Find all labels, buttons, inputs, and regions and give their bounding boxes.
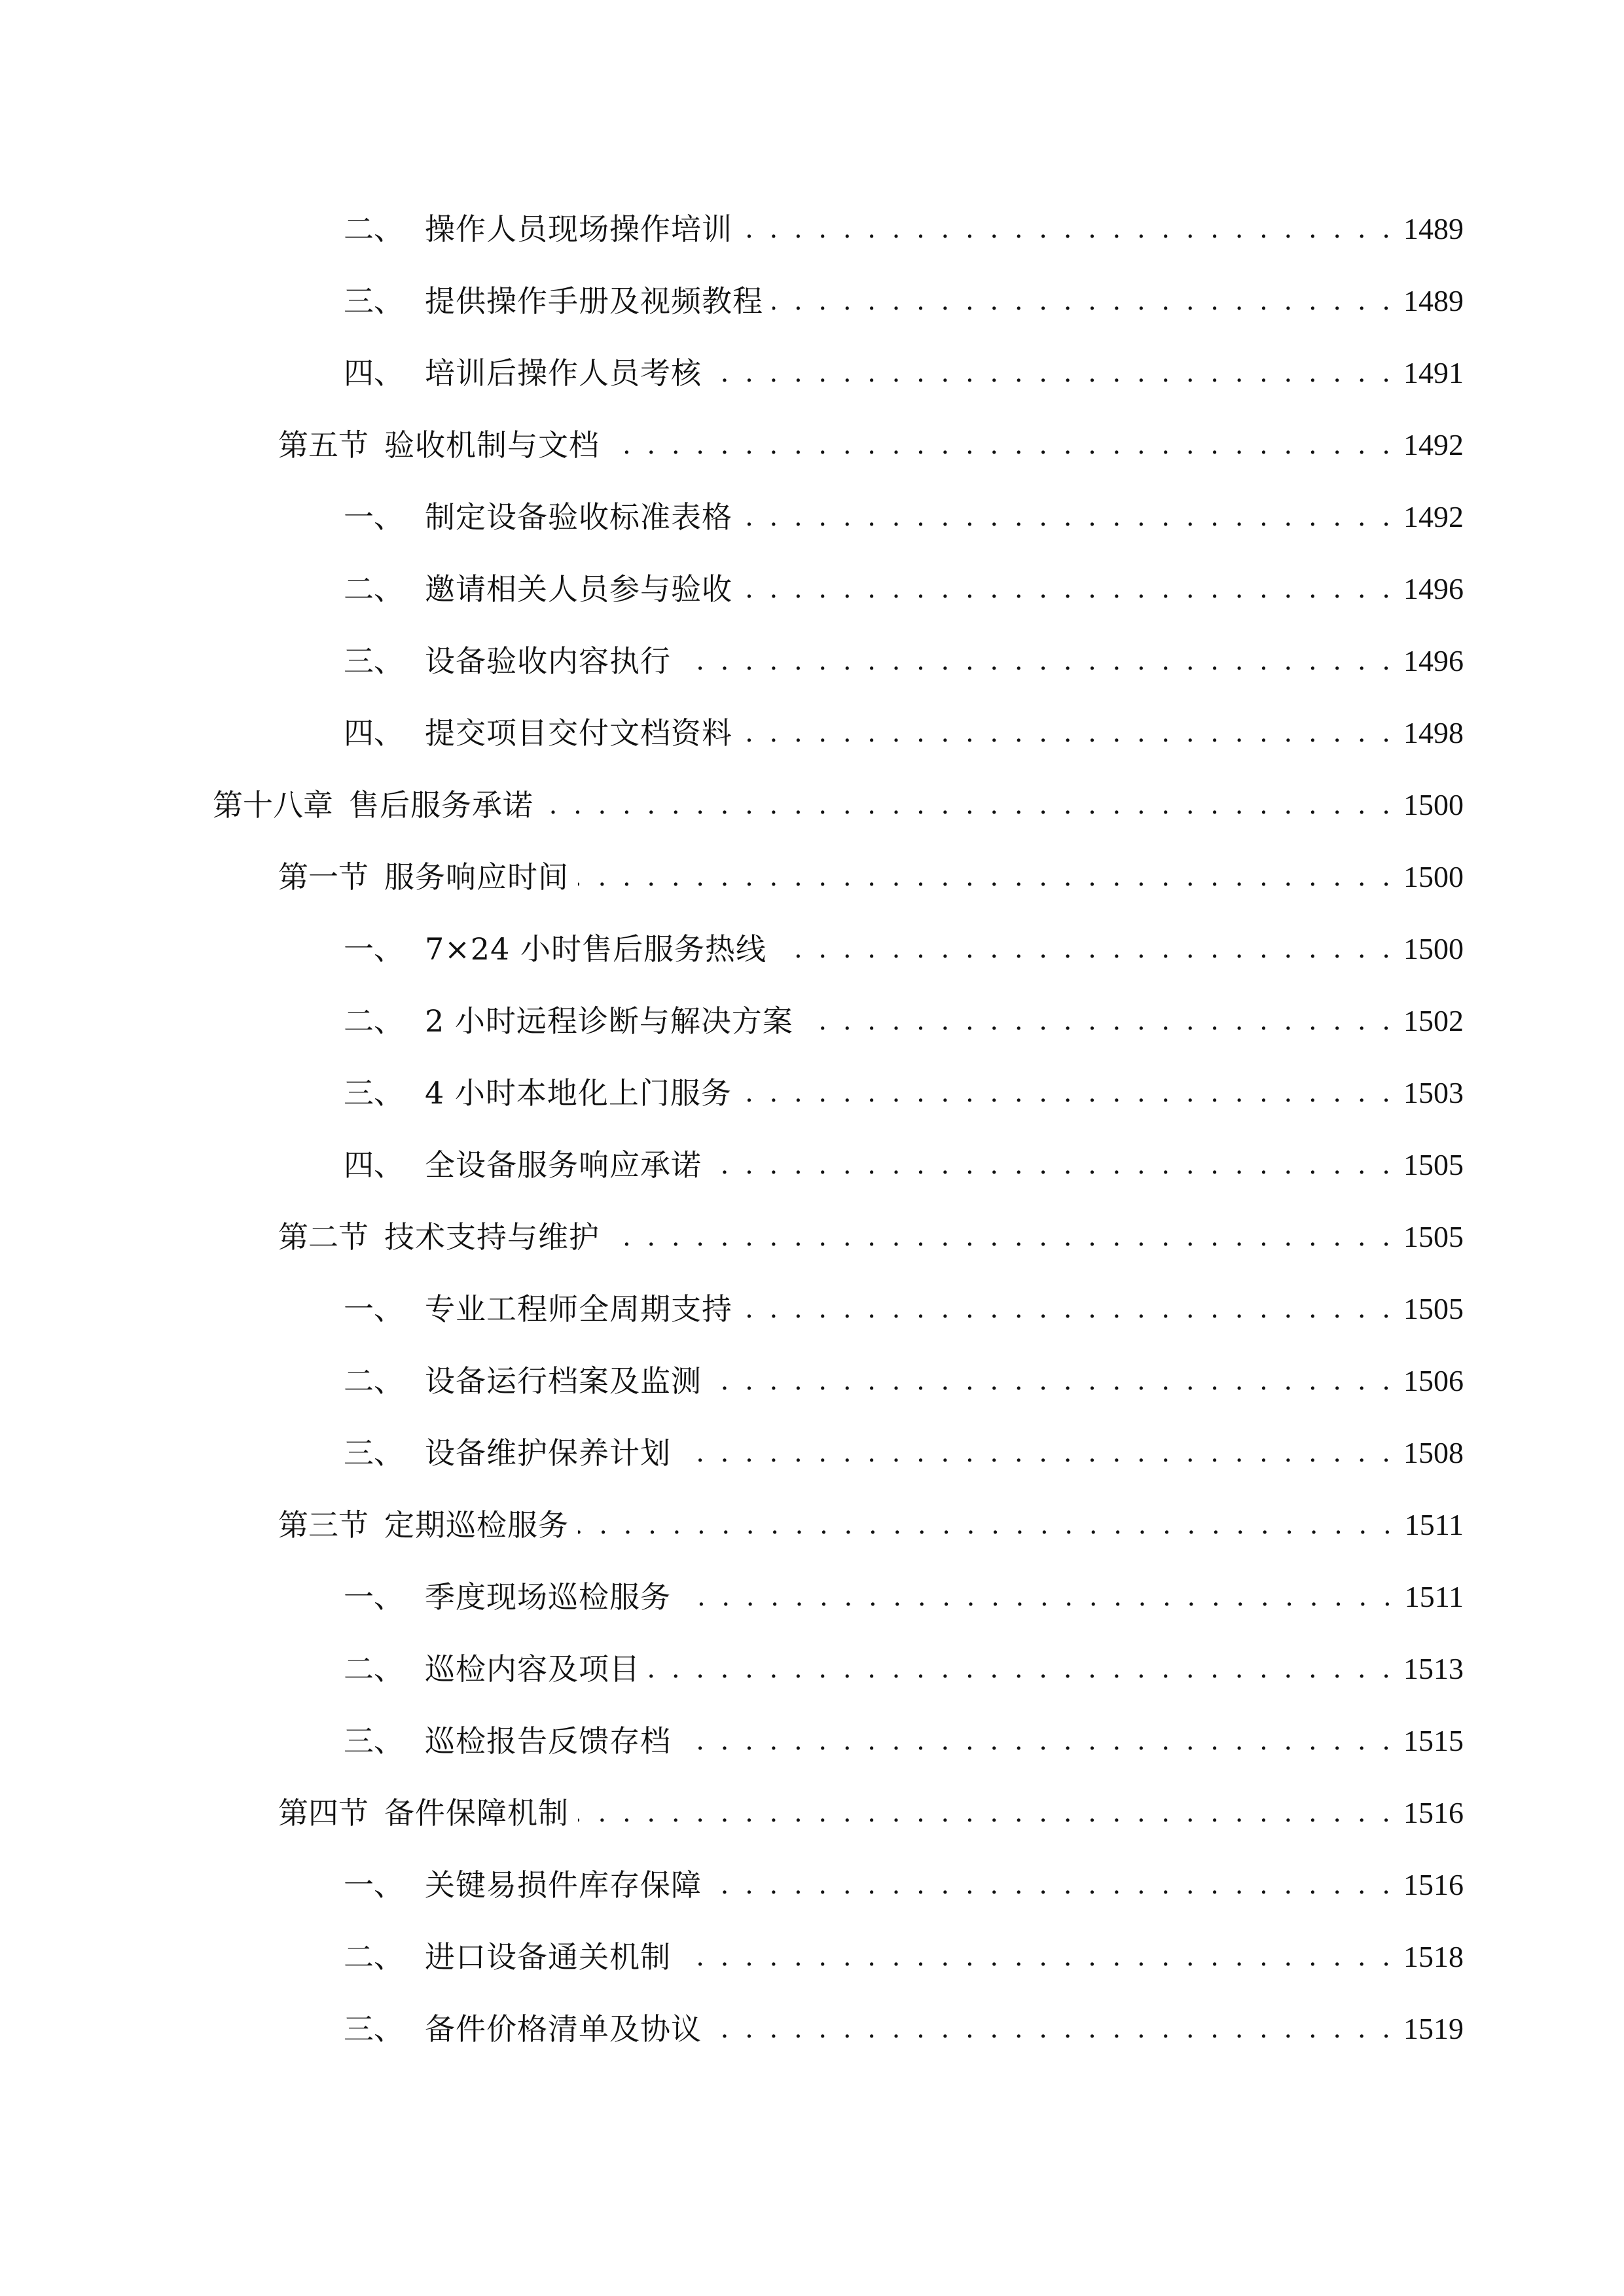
toc-entry-number: 三、 (344, 643, 404, 679)
toc-dot-leader (649, 1649, 1394, 1689)
toc-entry[interactable] (0, 1489, 1624, 1561)
toc-entry-number: 二、 (344, 571, 404, 607)
toc-entry-page-number: 1489 (1403, 212, 1464, 245)
toc-entry-page-number: 1502 (1403, 1004, 1464, 1037)
toc-entry[interactable] (0, 337, 1624, 409)
toc-entry-title: 2 小时远程诊断与解决方案 (425, 1003, 793, 1039)
toc-entry-page-number: 1500 (1403, 860, 1464, 893)
toc-dot-leader (680, 1721, 1394, 1761)
toc-entry[interactable] (0, 1993, 1624, 2065)
toc-entry[interactable] (0, 1777, 1624, 1849)
toc-entry-page-number: 1511 (1404, 1580, 1464, 1613)
toc-dot-leader (609, 1217, 1394, 1257)
toc-dot-leader (742, 209, 1394, 249)
toc-entry[interactable] (0, 913, 1624, 985)
toc-entry[interactable] (0, 1417, 1624, 1489)
toc-entry-title: 设备维护保养计划 (425, 1435, 671, 1471)
toc-entry-title: 验收机制与文档 (384, 427, 600, 463)
toc-dot-leader (776, 929, 1394, 969)
toc-entry[interactable] (0, 409, 1624, 481)
toc-entry-page-number: 1496 (1403, 644, 1464, 677)
toc-entry-number: 三、 (344, 1723, 404, 1759)
toc-entry-page-number: 1518 (1403, 1940, 1464, 1973)
toc-entry[interactable] (0, 1201, 1624, 1273)
toc-entry[interactable] (0, 1561, 1624, 1633)
toc-entry-title: 邀请相关人员参与验收 (425, 571, 732, 607)
toc-entry-page-number: 1500 (1403, 788, 1464, 821)
toc-entry-page-number: 1513 (1403, 1652, 1464, 1685)
toc-entry-page-number: 1511 (1404, 1508, 1464, 1541)
toc-entry-title: 技术支持与维护 (384, 1219, 600, 1255)
toc-entry[interactable] (0, 1705, 1624, 1777)
toc-entry-number: 第三节 (278, 1507, 369, 1543)
toc-entry-number: 二、 (344, 1363, 404, 1399)
toc-entry-page-number: 1503 (1403, 1076, 1464, 1109)
toc-entry-page-number: 1505 (1403, 1220, 1464, 1253)
toc-dot-leader (772, 281, 1394, 321)
toc-entry-page-number: 1492 (1403, 428, 1464, 461)
toc-entry-number: 第一节 (278, 859, 369, 895)
toc-entry-title: 提供操作手册及视频教程 (425, 283, 763, 319)
toc-entry-page-number: 1506 (1403, 1364, 1464, 1397)
toc-entry-number: 四、 (344, 355, 404, 391)
toc-entry-number: 第二节 (278, 1219, 369, 1255)
toc-entry-number: 三、 (344, 283, 404, 319)
toc-dot-leader (711, 1145, 1394, 1185)
toc-entry-number: 二、 (344, 211, 404, 247)
toc-dot-leader (680, 1577, 1396, 1617)
toc-entry-page-number: 1516 (1403, 1868, 1464, 1901)
toc-entry-title: 定期巡检服务 (384, 1507, 569, 1543)
toc-entry-number: 一、 (344, 1291, 404, 1327)
toc-entry[interactable] (0, 841, 1624, 913)
toc-entry[interactable] (0, 1129, 1624, 1201)
toc-entry[interactable] (0, 625, 1624, 697)
toc-entry[interactable] (0, 265, 1624, 337)
toc-entry-title: 全设备服务响应承诺 (425, 1147, 702, 1183)
toc-entry-title: 备件保障机制 (384, 1795, 569, 1831)
toc-entry[interactable] (0, 481, 1624, 553)
toc-entry-page-number: 1492 (1403, 500, 1464, 533)
toc-entry-page-number: 1516 (1403, 1796, 1464, 1829)
toc-entry-number: 三、 (344, 1075, 404, 1111)
toc-entry-title: 4 小时本地化上门服务 (425, 1075, 732, 1111)
toc-entry[interactable] (0, 553, 1624, 625)
toc-dot-leader (742, 497, 1394, 537)
toc-entry-number: 二、 (344, 1939, 404, 1975)
toc-entry-number: 一、 (344, 1579, 404, 1615)
toc-dot-leader (742, 713, 1394, 753)
toc-entry[interactable] (0, 1345, 1624, 1417)
toc-entry-number: 一、 (344, 931, 404, 967)
toc-dot-leader (680, 1937, 1394, 1977)
toc-dot-leader (742, 1289, 1394, 1329)
toc-entry-number: 一、 (344, 1867, 404, 1903)
toc-entry-page-number: 1505 (1403, 1148, 1464, 1181)
toc-dot-leader (711, 1865, 1394, 1905)
toc-entry-page-number: 1498 (1403, 716, 1464, 749)
toc-entry-title: 进口设备通关机制 (425, 1939, 671, 1975)
toc-entry-page-number: 1508 (1403, 1436, 1464, 1469)
toc-dot-leader (609, 425, 1394, 465)
toc-entry-title: 巡检报告反馈存档 (425, 1723, 671, 1759)
toc-dot-leader (680, 641, 1394, 681)
toc-entry-title: 设备运行档案及监测 (425, 1363, 702, 1399)
toc-entry-number: 一、 (344, 499, 404, 535)
toc-entry[interactable] (0, 1273, 1624, 1345)
toc-entry-number: 四、 (344, 715, 404, 751)
toc-entry-number: 二、 (344, 1651, 404, 1687)
toc-entry-title: 关键易损件库存保障 (425, 1867, 702, 1903)
toc-entry-number: 第四节 (278, 1795, 369, 1831)
toc-entry-page-number: 1500 (1403, 932, 1464, 965)
toc-entry[interactable] (0, 1057, 1624, 1129)
toc-dot-leader (578, 1793, 1394, 1833)
toc-entry-page-number: 1515 (1403, 1724, 1464, 1757)
toc-entry[interactable] (0, 193, 1624, 265)
toc-entry[interactable] (0, 985, 1624, 1057)
toc-entry[interactable] (0, 1921, 1624, 1993)
toc-dot-leader (711, 1361, 1394, 1401)
toc-entry-page-number: 1505 (1403, 1292, 1464, 1325)
toc-dot-leader (711, 2009, 1394, 2049)
toc-entry[interactable] (0, 769, 1624, 841)
toc-entry-number: 三、 (344, 1435, 404, 1471)
toc-dot-leader (680, 1433, 1394, 1473)
toc-entry-title: 备件价格清单及协议 (425, 2011, 702, 2047)
toc-entry-title: 设备验收内容执行 (425, 643, 671, 679)
toc-entry-number: 第五节 (278, 427, 369, 463)
toc-entry[interactable] (0, 1633, 1624, 1705)
toc-entry-page-number: 1519 (1403, 2012, 1464, 2045)
table-of-contents (0, 193, 1624, 2065)
toc-entry-title: 制定设备验收标准表格 (425, 499, 732, 535)
toc-dot-leader (578, 857, 1394, 897)
toc-entry-title: 巡检内容及项目 (425, 1651, 640, 1687)
toc-dot-leader (578, 1505, 1396, 1545)
toc-entry-title: 操作人员现场操作培训 (425, 211, 732, 247)
toc-dot-leader (543, 785, 1394, 825)
toc-entry-page-number: 1496 (1403, 572, 1464, 605)
toc-entry-title: 培训后操作人员考核 (425, 355, 702, 391)
toc-entry[interactable] (0, 697, 1624, 769)
toc-entry-title: 服务响应时间 (384, 859, 569, 895)
toc-entry-title: 7×24 小时售后服务热线 (425, 931, 767, 967)
toc-dot-leader (741, 1073, 1394, 1113)
toc-entry-title: 季度现场巡检服务 (425, 1579, 671, 1615)
toc-entry-page-number: 1489 (1403, 284, 1464, 317)
toc-entry-number: 二、 (344, 1003, 404, 1039)
toc-entry-number: 第十八章 (213, 787, 333, 823)
toc-dot-leader (803, 1001, 1394, 1041)
toc-entry-title: 专业工程师全周期支持 (425, 1291, 732, 1327)
toc-entry-number: 四、 (344, 1147, 404, 1183)
toc-entry[interactable] (0, 1849, 1624, 1921)
toc-dot-leader (711, 353, 1394, 393)
toc-entry-number: 三、 (344, 2011, 404, 2047)
toc-entry-title: 售后服务承诺 (349, 787, 533, 823)
toc-entry-page-number: 1491 (1403, 356, 1464, 389)
toc-dot-leader (742, 569, 1394, 609)
toc-entry-title: 提交项目交付文档资料 (425, 715, 732, 751)
